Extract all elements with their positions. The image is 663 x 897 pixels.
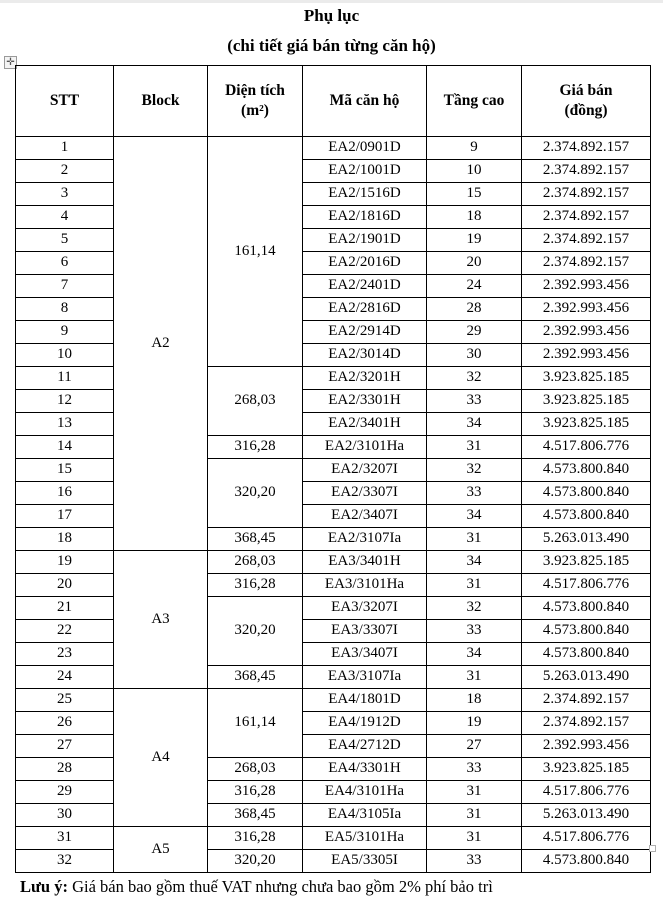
table-row [16,758,651,781]
price-cell: 4.573.800.840 [522,505,651,528]
table-row [16,505,651,528]
unit-code-cell: EA3/3401H [303,551,427,574]
table-row [16,160,651,183]
price-cell: 4.517.806.776 [522,827,651,850]
price-cell: 2.374.892.157 [522,160,651,183]
floor-cell: 31 [427,574,522,597]
table-row [16,183,651,206]
stt-cell: 32 [16,850,114,873]
floor-cell: 31 [427,436,522,459]
column-header: Diện tích (m²) [208,66,303,137]
floor-cell: 32 [427,597,522,620]
unit-code-cell: EA5/3101Ha [303,827,427,850]
area-cell: 368,45 [208,528,303,551]
stt-cell: 7 [16,275,114,298]
block-cell: A5 [114,827,208,873]
unit-code-cell: EA5/3305I [303,850,427,873]
unit-code-cell: EA2/2401D [303,275,427,298]
table-row [16,551,651,574]
stt-cell: 18 [16,528,114,551]
stt-cell: 8 [16,298,114,321]
table-header-row [16,66,651,137]
table-row [16,827,651,850]
stt-cell: 10 [16,344,114,367]
table-row [16,666,651,689]
price-cell: 2.392.993.456 [522,298,651,321]
table-row [16,137,651,160]
column-header: STT [16,66,114,137]
floor-cell: 31 [427,827,522,850]
unit-code-cell: EA3/3307I [303,620,427,643]
stt-cell: 23 [16,643,114,666]
price-cell: 3.923.825.185 [522,413,651,436]
table-row [16,275,651,298]
stt-cell: 17 [16,505,114,528]
unit-code-cell: EA3/3107Ia [303,666,427,689]
stt-cell: 21 [16,597,114,620]
unit-code-cell: EA2/3307I [303,482,427,505]
price-cell: 2.392.993.456 [522,321,651,344]
floor-cell: 31 [427,804,522,827]
unit-code-cell: EA2/3301H [303,390,427,413]
price-cell: 2.374.892.157 [522,689,651,712]
unit-code-cell: EA2/0901D [303,137,427,160]
stt-cell: 1 [16,137,114,160]
area-cell: 368,45 [208,804,303,827]
unit-code-cell: EA2/3407I [303,505,427,528]
unit-code-cell: EA4/1912D [303,712,427,735]
price-cell: 4.517.806.776 [522,781,651,804]
unit-code-cell: EA2/3107Ia [303,528,427,551]
stt-cell: 15 [16,459,114,482]
floor-cell: 32 [427,367,522,390]
page-subtitle: (chi tiết giá bán từng căn hộ) [227,36,436,55]
price-cell: 4.573.800.840 [522,850,651,873]
price-cell: 3.923.825.185 [522,367,651,390]
note-text: Giá bán bao gồm thuế VAT nhưng chưa bao gồm 2% phí bảo trì [72,876,493,896]
price-cell: 2.392.993.456 [522,275,651,298]
floor-cell: 34 [427,413,522,436]
stt-cell: 4 [16,206,114,229]
unit-code-cell: EA2/3207I [303,459,427,482]
price-cell: 4.573.800.840 [522,643,651,666]
unit-code-cell: EA2/1901D [303,229,427,252]
floor-cell: 20 [427,252,522,275]
area-cell: 268,03 [208,367,303,436]
table-row [16,574,651,597]
stt-cell: 31 [16,827,114,850]
stt-cell: 5 [16,229,114,252]
stt-cell: 3 [16,183,114,206]
area-cell: 161,14 [208,137,303,367]
floor-cell: 18 [427,689,522,712]
stt-cell: 12 [16,390,114,413]
unit-code-cell: EA2/3014D [303,344,427,367]
price-cell: 4.517.806.776 [522,436,651,459]
floor-cell: 33 [427,850,522,873]
floor-cell: 19 [427,229,522,252]
price-cell: 3.923.825.185 [522,551,651,574]
page-title: Phụ lục [303,6,360,25]
price-cell: 4.573.800.840 [522,459,651,482]
price-cell: 3.923.825.185 [522,390,651,413]
area-cell: 368,45 [208,666,303,689]
table-body [16,137,651,873]
unit-code-cell: EA4/1801D [303,689,427,712]
note-label: Lưu ý: [20,876,68,896]
column-header: Tầng cao [427,66,522,137]
stt-cell: 24 [16,666,114,689]
table-row [16,689,651,712]
price-cell: 4.573.800.840 [522,620,651,643]
price-cell: 2.392.993.456 [522,735,651,758]
floor-cell: 31 [427,666,522,689]
table-row [16,712,651,735]
price-cell: 4.573.800.840 [522,482,651,505]
column-header: Giá bán (đồng) [522,66,651,137]
table-row [16,390,651,413]
price-cell: 3.923.825.185 [522,758,651,781]
table-row [16,344,651,367]
unit-code-cell: EA2/2816D [303,298,427,321]
price-cell: 5.263.013.490 [522,666,651,689]
price-cell: 5.263.013.490 [522,528,651,551]
unit-code-cell: EA2/2914D [303,321,427,344]
price-cell: 4.573.800.840 [522,597,651,620]
price-cell: 2.374.892.157 [522,206,651,229]
area-cell: 268,03 [208,551,303,574]
floor-cell: 29 [427,321,522,344]
table-row [16,735,651,758]
area-cell: 320,20 [208,850,303,873]
unit-code-cell: EA2/1001D [303,160,427,183]
stt-cell: 13 [16,413,114,436]
move-icon: ✛ [6,57,15,68]
unit-code-cell: EA2/1516D [303,183,427,206]
unit-code-cell: EA3/3101Ha [303,574,427,597]
table-row [16,850,651,873]
table-row [16,298,651,321]
unit-code-cell: EA4/3101Ha [303,781,427,804]
column-header: Mã căn hộ [303,66,427,137]
column-header: Block [114,66,208,137]
stt-cell: 28 [16,758,114,781]
area-cell: 316,28 [208,827,303,850]
floor-cell: 34 [427,551,522,574]
floor-cell: 31 [427,528,522,551]
stt-cell: 11 [16,367,114,390]
floor-cell: 30 [427,344,522,367]
floor-cell: 9 [427,137,522,160]
stt-cell: 19 [16,551,114,574]
area-cell: 320,20 [208,459,303,528]
block-cell: A3 [114,551,208,689]
stt-cell: 27 [16,735,114,758]
stt-cell: 14 [16,436,114,459]
floor-cell: 19 [427,712,522,735]
floor-cell: 27 [427,735,522,758]
stt-cell: 22 [16,620,114,643]
stt-cell: 6 [16,252,114,275]
price-cell: 2.374.892.157 [522,137,651,160]
footer-note [20,877,650,897]
table-row [16,459,651,482]
price-cell: 2.374.892.157 [522,712,651,735]
stt-cell: 2 [16,160,114,183]
table-row [16,804,651,827]
floor-cell: 32 [427,459,522,482]
table-row [16,643,651,666]
price-cell: 2.374.892.157 [522,183,651,206]
table-row [16,781,651,804]
table-row [16,528,651,551]
table-row [16,229,651,252]
price-cell: 2.374.892.157 [522,252,651,275]
table-row [16,413,651,436]
unit-code-cell: EA4/3105Ia [303,804,427,827]
unit-code-cell: EA2/3101Ha [303,436,427,459]
stt-cell: 20 [16,574,114,597]
area-cell: 316,28 [208,781,303,804]
unit-code-cell: EA2/1816D [303,206,427,229]
area-cell: 161,14 [208,689,303,758]
floor-cell: 33 [427,620,522,643]
table-row [16,206,651,229]
unit-code-cell: EA3/3407I [303,643,427,666]
floor-cell: 31 [427,781,522,804]
floor-cell: 34 [427,643,522,666]
unit-code-cell: EA4/3301H [303,758,427,781]
floor-cell: 24 [427,275,522,298]
area-cell: 320,20 [208,597,303,666]
unit-code-cell: EA4/2712D [303,735,427,758]
block-cell: A4 [114,689,208,827]
price-cell: 5.263.013.490 [522,804,651,827]
table-row [16,367,651,390]
floor-cell: 34 [427,505,522,528]
block-cell: A2 [114,137,208,551]
price-cell: 2.392.993.456 [522,344,651,367]
unit-code-cell: EA2/2016D [303,252,427,275]
stt-cell: 25 [16,689,114,712]
table-row [16,597,651,620]
page-top-edge [0,0,663,3]
table-row [16,321,651,344]
floor-cell: 33 [427,482,522,505]
area-cell: 268,03 [208,758,303,781]
unit-code-cell: EA2/3401H [303,413,427,436]
table-row [16,620,651,643]
area-cell: 316,28 [208,574,303,597]
table-row [16,436,651,459]
stt-cell: 16 [16,482,114,505]
floor-cell: 15 [427,183,522,206]
unit-code-cell: EA2/3201H [303,367,427,390]
table-row [16,252,651,275]
table-row [16,482,651,505]
unit-code-cell: EA3/3207I [303,597,427,620]
stt-cell: 29 [16,781,114,804]
price-table [15,65,651,873]
floor-cell: 10 [427,160,522,183]
floor-cell: 28 [427,298,522,321]
floor-cell: 18 [427,206,522,229]
area-cell: 316,28 [208,436,303,459]
stt-cell: 30 [16,804,114,827]
floor-cell: 33 [427,390,522,413]
floor-cell: 33 [427,758,522,781]
stt-cell: 26 [16,712,114,735]
table-resize-handle[interactable] [649,845,656,852]
price-cell: 2.374.892.157 [522,229,651,252]
price-cell: 4.517.806.776 [522,574,651,597]
stt-cell: 9 [16,321,114,344]
